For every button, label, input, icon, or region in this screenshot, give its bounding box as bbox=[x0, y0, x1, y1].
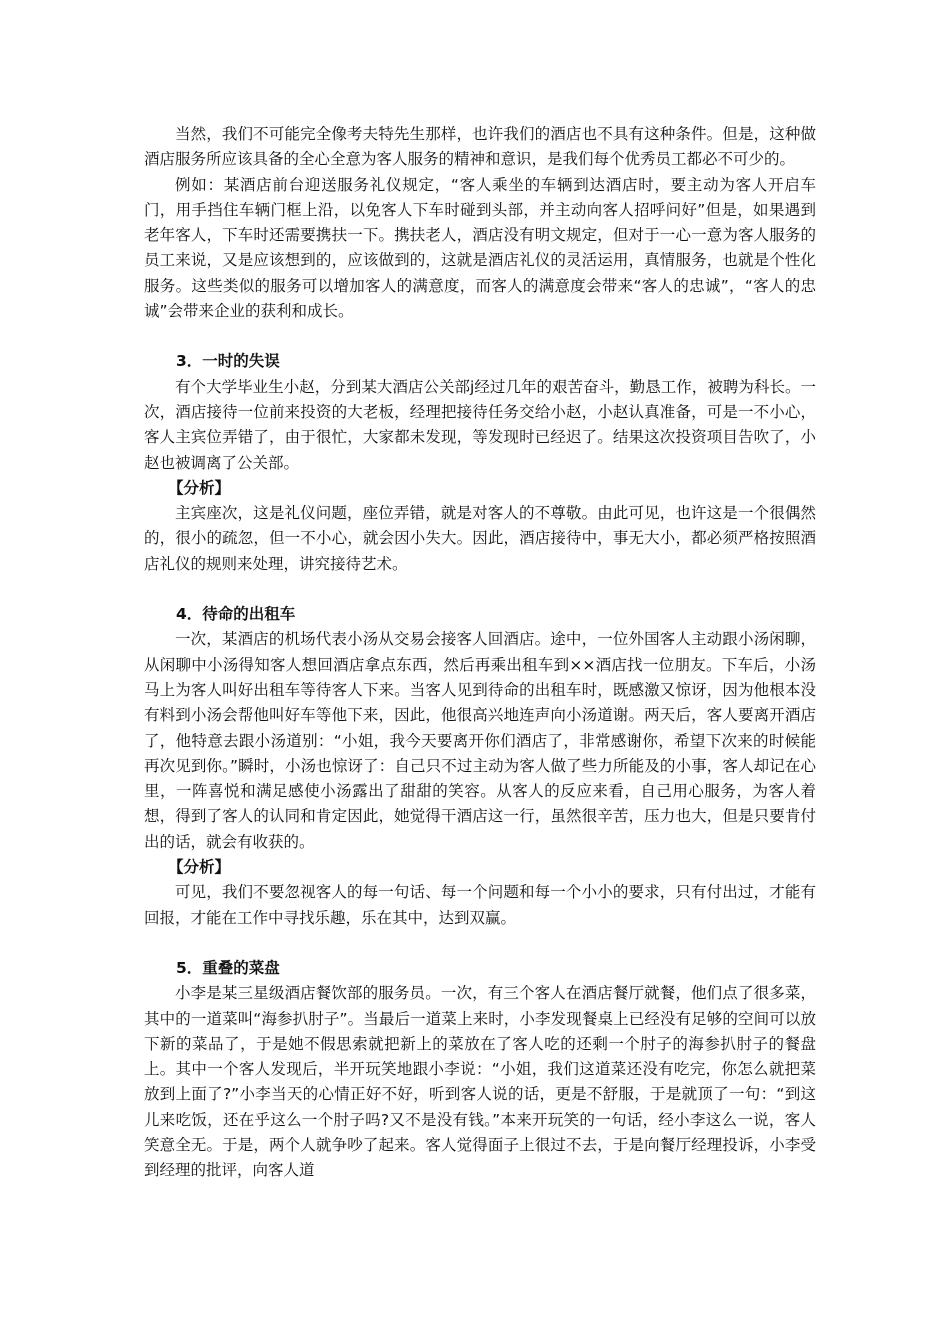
section-4-story: 一次，某酒店的机场代表小汤从交易会接客人回酒店。途中，一位外国客人主动跟小汤闲聊，从闲聊中小汤得知客人想回酒店拿点东西，然后再乘出租车到××酒店找一位朋友。下车后，小汤马上为客人叫好出租车等待客人下来。当客人见到待命的出租车时，既感激又惊讶，因为他根本没有料到小汤会帮他叫好车等他下来，因此，他很高兴地连声向小汤道谢。两天后，客人要离开酒店了，他特意去跟小汤道别：“小姐，我今天要离开你们酒店了，非常感谢你，希望下次来的时候能再次见到你。”瞬时，小汤也惊讶了：自己只不过主动为客人做了些力所能及的小事，客人却记在心里，一阵喜悦和满足感使小汤露出了甜甜的笑容。从客人的反应来看，自己用心服务，为客人着想，得到了客人的认同和肯定因此，她觉得干酒店这一行，虽然很辛苦，压力也大，但是只要肯付出的话，就会有收获的。 bbox=[144, 630, 816, 851]
section-3-heading: 3．一时的失误 bbox=[176, 352, 280, 371]
document-page bbox=[144, 122, 816, 1184]
section-3-analysis: 主宾座次，这是礼仪问题，座位弄错，就是对客人的不尊敬。由此可见，也许这是一个很偶然的，很小的疏忽，但一不小心，就会因小失大。因此，酒店接待中，事无大小，都必须严格按照酒店礼仪的规则来处理，讲究接待艺术。 bbox=[144, 504, 816, 573]
section-4-analysis-label: 【分析】 bbox=[168, 858, 231, 877]
section-5-story: 小李是某三星级酒店餐饮部的服务员。一次，有三个客人在酒店餐厅就餐，他们点了很多菜，其中的一道菜叫“海参扒肘子”。当最后一道菜上来时，小李发现餐桌上已经没有足够的空间可以放下新的菜品了，于是她不假思索就把新上的菜放在了客人吃的还剩一个肘子的海参扒肘子的餐盘上。其中一个客人发现后，半开玩笑地跟小李说：“小姐，我们这道菜还没有吃完，你怎么就把菜放到上面了?”小李当天的心情正好不好，听到客人说的话，更是不舒服，于是就顶了一句：“到这儿来吃饭，还在乎这么一个肘子吗?又不是没有钱。”本来开玩笑的一句话，经小李这么一说，客人笑意全无。于是，两个人就争吵了起来。客人觉得面子上很过不去，于是向餐厅经理投诉，小李受到经理的批评，向客人道 bbox=[144, 984, 816, 1180]
section-4-analysis: 可见，我们不要忽视客人的每一句话、每一个问题和每一个小小的要求，只有付出过，才能有回报，才能在工作中寻找乐趣，乐在其中，达到双赢。 bbox=[144, 883, 816, 927]
section-3-analysis-label: 【分析】 bbox=[168, 478, 231, 497]
section-4-heading: 4．待命的出租车 bbox=[176, 605, 296, 624]
intro-paragraph-2: 例如：某酒店前台迎送服务礼仪规定，“客人乘坐的车辆到达酒店时，要主动为客人开启车门，用手挡住车辆门框上沿，以免客人下车时碰到头部，并主动向客人招呼问好”但是，如果遇到老年客人，下车时还需要携扶一下。携扶老人，酒店没有明文规定，但对于一心一意为客人服务的员工来说，又是应该想到的，应该做到的，这就是酒店礼仪的灵活运用，真情服务，也就是个性化服务。这些类似的服务可以增加客人的满意度，而客人的满意度会带来“客人的忠诚”，“客人的忠诚”会带来企业的获利和成长。 bbox=[144, 175, 816, 321]
section-3-story: 有个大学毕业生小赵，分到某大酒店公关部j经过几年的艰苦奋斗，勤恳工作，被聘为科长。一次，酒店接待一位前来投资的大老板，经理把接待任务交给小赵，小赵认真准备，可是一不小心，客人主宾位弄错了，由于很忙，大家都未发现，等发现时已经迟了。结果这次投资项目告吹了，小赵也被调离了公关部。 bbox=[144, 377, 816, 472]
intro-paragraph-1: 当然，我们不可能完全像考夫特先生那样，也许我们的酒店也不具有这种条件。但是，这种做酒店服务所应该具备的全心全意为客人服务的精神和意识，是我们每个优秀员工都必不可少的。 bbox=[144, 125, 816, 169]
section-5-heading: 5．重叠的菜盘 bbox=[176, 958, 280, 977]
